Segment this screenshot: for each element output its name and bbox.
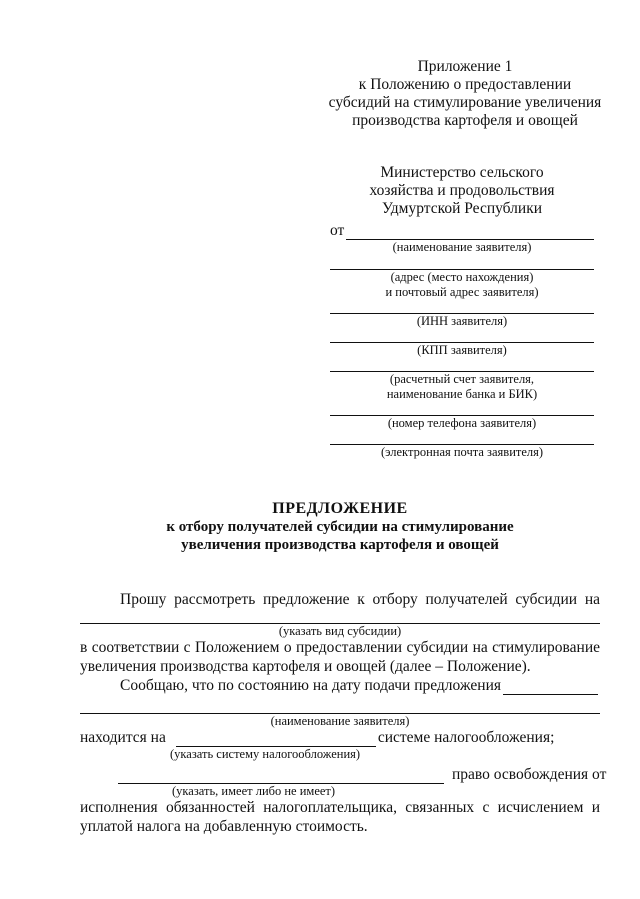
caption-address-2: и почтовый адрес заявителя) [385, 285, 539, 299]
appendix-line: Приложение 1 [417, 58, 513, 75]
tax-system-text: системе налогообложения; [377, 729, 555, 746]
inform-fill-line[interactable] [503, 680, 598, 695]
caption-subsidy-type: (указать вид субсидии) [278, 624, 402, 638]
appendix-line: производства картофеля и овощей [352, 112, 578, 129]
caption-tax-system: (указать систему налогообложения) [170, 747, 361, 761]
applicant-name-line[interactable] [346, 224, 594, 240]
document-body [80, 590, 607, 836]
appendix-line: субсидий на стимулирование увеличения [328, 94, 602, 111]
vat-exemption-row [80, 765, 607, 784]
caption-address-1: (адрес (место нахождения) [390, 270, 534, 284]
caption-account-2: наименование банка и БИК) [386, 387, 538, 401]
caption-exemption: (указать, имеет либо не имеет) [172, 784, 336, 798]
title-line: увеличения производства картофеля и овощей [181, 537, 499, 553]
caption-applicant-name-body: (наименование заявителя) [270, 714, 410, 728]
inform-text: Сообщаю, что по состоянию на дату подачи предложения [120, 677, 501, 694]
tax-system-line[interactable] [176, 732, 376, 747]
ministry-line: Министерство сельского [380, 164, 544, 181]
paragraph-regulation: в соответствии с Положением о предоставлении субсидии на стимулирование увеличения производства картофеля и овощей (далее – Положение). [80, 639, 600, 675]
located-on-text: находится на [80, 729, 166, 746]
ministry-line: Удмуртской Республики [381, 200, 543, 217]
ministry-line: хозяйства и продовольствия [369, 182, 555, 199]
paragraph-inform [80, 676, 600, 695]
caption-phone: (номер телефона заявителя) [387, 416, 537, 430]
caption-applicant-name: (наименование заявителя) [392, 240, 532, 254]
applicant-name-field[interactable] [330, 222, 594, 240]
from-label: от [330, 222, 345, 239]
caption-inn: (ИНН заявителя) [416, 314, 508, 328]
subsidy-type-line[interactable] [80, 609, 600, 624]
title-main: ПРЕДЛОЖЕНИЕ [272, 500, 408, 517]
paragraph-vat: исполнения обязанностей налогоплательщика, связанных с исчислением и уплатой налога на добавленную стоимость. [80, 799, 600, 835]
appendix-line: к Положению о предоставлении [358, 76, 572, 93]
document-title [80, 500, 600, 554]
vat-exemption-line[interactable] [118, 769, 444, 784]
exemption-text: право освобождения от [452, 766, 607, 783]
title-line: к отбору получателей субсидии на стимулирование [166, 519, 514, 535]
caption-kpp: (КПП заявителя) [417, 343, 507, 357]
caption-account-1: (расчетный счет заявителя, [389, 372, 535, 386]
caption-email: (электронная почта заявителя) [380, 445, 544, 459]
addressee-block [330, 164, 594, 460]
paragraph-request: Прошу рассмотреть предложение к отбору получателей субсидии на [120, 591, 600, 608]
appendix-header [300, 58, 630, 130]
applicant-name-body-line[interactable] [80, 699, 600, 714]
ministry-name [330, 164, 594, 218]
tax-system-row [80, 728, 600, 747]
